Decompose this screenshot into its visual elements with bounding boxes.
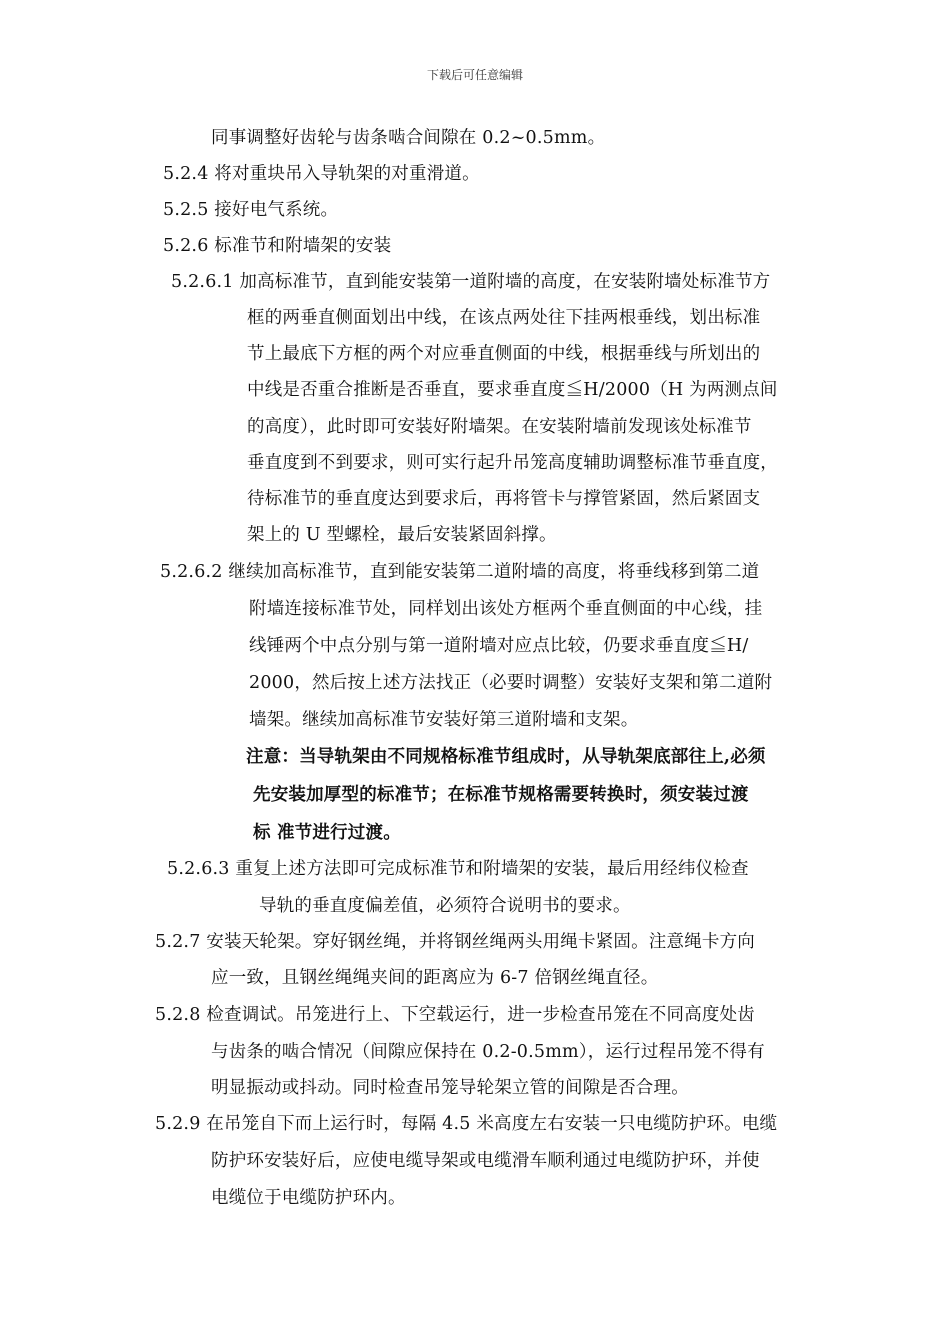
text-line: 中线是否重合推断是否垂直，要求垂直度≦H/2000（H 为两测点间 — [247, 380, 778, 400]
note-line: 注意：当导轨架由不同规格标准节组成时，从导轨架底部往上,必须 — [246, 747, 766, 767]
text-line: 5.2.7 安装天轮架。穿好钢丝绳，并将钢丝绳两头用绳卡紧固。注意绳卡方向 — [155, 932, 755, 952]
text-line: 5.2.6 标准节和附墙架的安装 — [163, 236, 392, 256]
text-line: 附墙连接标准节处，同样划出该处方框两个垂直侧面的中心线，挂 — [249, 599, 763, 619]
text-line: 2000，然后按上述方法找正（必要时调整）安装好支架和第二道附 — [249, 673, 773, 693]
text-line: 导轨的垂直度偏差值，必须符合说明书的要求。 — [259, 896, 631, 916]
text-line: 墙架。继续加高标准节安装好第三道附墙和支架。 — [249, 710, 639, 730]
text-line: 5.2.8 检查调试。吊笼进行上、下空载运行，进一步检查吊笼在不同高度处齿 — [155, 1005, 755, 1025]
text-line: 5.2.5 接好电气系统。 — [163, 200, 339, 220]
text-line: 节上最底下方框的两个对应垂直侧面的中线，根据垂线与所划出的 — [247, 344, 761, 364]
text-line: 防护环安装好后，应使电缆导架或电缆滑车顺利通过电缆防护环，并使 — [211, 1151, 760, 1171]
text-line: 5.2.9 在吊笼自下而上运行时，每隔 4.5 米高度左右安装一只电缆防护环。电缆 — [155, 1114, 778, 1134]
text-line: 明显振动或抖动。同时检查吊笼导轮架立管的间隙是否合理。 — [211, 1078, 689, 1098]
text-line: 电缆位于电缆防护环内。 — [211, 1188, 406, 1208]
page-header: 下载后可任意编辑 — [426, 68, 523, 82]
text-line: 5.2.6.2 继续加高标准节，直到能安装第二道附墙的高度，将垂线移到第二道 — [160, 562, 760, 582]
note-line: 标 准节进行过渡。 — [253, 823, 401, 843]
text-line: 5.2.6.1 加高标准节，直到能安装第一道附墙的高度，在安装附墙处标准节方 — [171, 272, 771, 292]
text-line: 线锤两个中点分别与第一道附墙对应点比较，仍要求垂直度≦H/ — [249, 636, 749, 656]
note-line: 先安装加厚型的标准节；在标准节规格需要转换时，须安装过渡 — [253, 785, 749, 805]
text-line: 架上的 U 型螺栓，最后安装紧固斜撑。 — [247, 525, 557, 545]
text-line: 垂直度到不到要求，则可实行起升吊笼高度辅助调整标准节垂直度， — [247, 453, 778, 473]
text-line: 5.2.4 将对重块吊入导轨架的对重滑道。 — [163, 164, 480, 184]
text-line: 框的两垂直侧面划出中线，在该点两处往下挂两根垂线，划出标准 — [247, 308, 761, 328]
text-line: 的高度），此时即可安装好附墙架。在安装附墙前发现该处标准节 — [247, 417, 752, 437]
text-line: 同事调整好齿轮与齿条啮合间隙在 0.2~0.5mm。 — [211, 128, 606, 148]
text-line: 应一致，且钢丝绳绳夹间的距离应为 6-7 倍钢丝绳直径。 — [211, 968, 659, 988]
text-line: 与齿条的啮合情况（间隙应保持在 0.2-0.5mm），运行过程吊笼不得有 — [211, 1042, 765, 1062]
text-line: 5.2.6.3 重复上述方法即可完成标准节和附墙架的安装，最后用经纬仪检查 — [167, 859, 749, 879]
text-line: 待标准节的垂直度达到要求后，再将管卡与撑管紧固，然后紧固支 — [247, 489, 761, 509]
